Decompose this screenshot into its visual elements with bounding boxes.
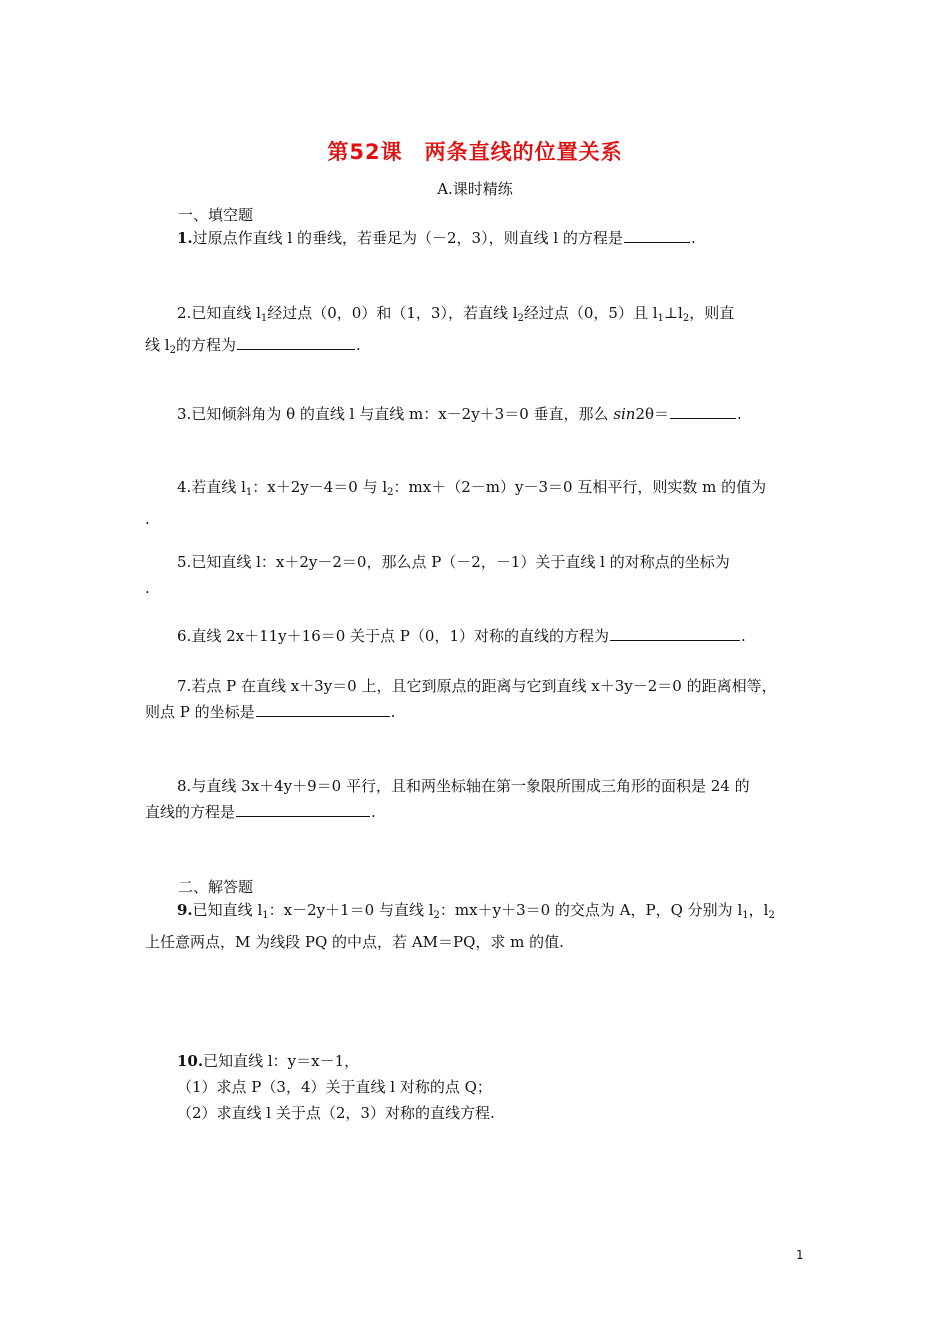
question-number: 8.: [177, 777, 192, 795]
question-number: 9.: [177, 901, 193, 919]
page-title: 第52课 两条直线的位置关系: [327, 140, 623, 164]
question-number: 10.: [177, 1052, 204, 1070]
question-part-1: （1）求点 P（3，4）关于直线 l 对称的点 Q；: [177, 1078, 492, 1096]
question-4: 4.若直线 $l_1$：x＋2y－4＝0 与 $l_2$：mx＋（2－m）y－3＝0 互相平行，则实数 m 的值为 .: [145, 478, 767, 528]
question-6: 6.直线 2x＋11y＋16＝0 关于点 P（0，1）对称的直线的方程为 .: [145, 623, 810, 649]
answer-blank: [670, 402, 736, 419]
question-part-2: （2）求直线 l 关于点（2，3）对称的直线方程.: [177, 1104, 495, 1122]
answer-blank: [256, 700, 390, 717]
section-heading-fill-blank: 一、填空题: [178, 206, 254, 224]
question-10: 10.已知直线 l：y＝x－1， （1）求点 P（3，4）关于直线 l 对称的点 Q； （2）求直线 l 关于点（2，3）对称的直线方程.: [177, 1052, 495, 1122]
answer-blank: [624, 226, 690, 243]
question-text: 过原点作直线 l 的垂线，若垂足为（－2，3），则直线 l 的方程是: [192, 229, 623, 247]
question-number: 5.: [177, 553, 192, 571]
page-number: 1: [796, 1248, 804, 1262]
question-number: 7.: [177, 677, 192, 695]
answer-blank: [610, 624, 740, 641]
question-8: 8.与直线 3x＋4y＋9＝0 平行，且和两坐标轴在第一象限所围成三角形的面积是 24 的 直线的方程是 .: [145, 777, 750, 821]
question-1: 1.过原点作直线 l 的垂线，若垂足为（－2，3），则直线 l 的方程是 .: [145, 225, 810, 251]
page-subtitle: A.课时精练: [437, 180, 513, 198]
question-9: 9.已知直线 $l_1$：x－2y＋1＝0 与直线 $l_2$：mx＋y＋3＝0 的交点为 A，P，Q 分别为 $l_1$，$l_2$ 上任意两点，M 为线段 PQ 的中点，若 AM＝PQ，求 m 的值.: [145, 901, 775, 951]
answer-blank: [236, 800, 370, 817]
section-heading-solve: 二、解答题: [178, 878, 254, 896]
question-number: 1.: [177, 229, 193, 247]
question-3: 3.已知倾斜角为 θ 的直线 l 与直线 m：x－2y＋3＝0 垂直，那么 sin2θ＝ .: [145, 401, 810, 427]
question-7: 7.若点 P 在直线 x＋3y＝0 上，且它到原点的距离与它到直线 x＋3y－2＝0 的距离相等， 则点 P 的坐标是 .: [145, 677, 777, 721]
answer-blank: [237, 333, 355, 350]
question-2: 2.已知直线 $l_1$经过点（0，0）和（1，3），若直线 $l_2$经过点（0，5）且 $l_1\perp l_2$，则直 线 $l_2$的方程为 .: [145, 304, 735, 356]
question-number: 2.: [177, 304, 192, 322]
question-5: 5.已知直线 l：x＋2y－2＝0，那么点 P（－2，－1）关于直线 l 的对称点的坐标为 .: [145, 553, 730, 597]
question-number: 4.: [177, 478, 192, 496]
question-number: 6.: [177, 627, 192, 645]
question-number: 3.: [177, 405, 192, 423]
